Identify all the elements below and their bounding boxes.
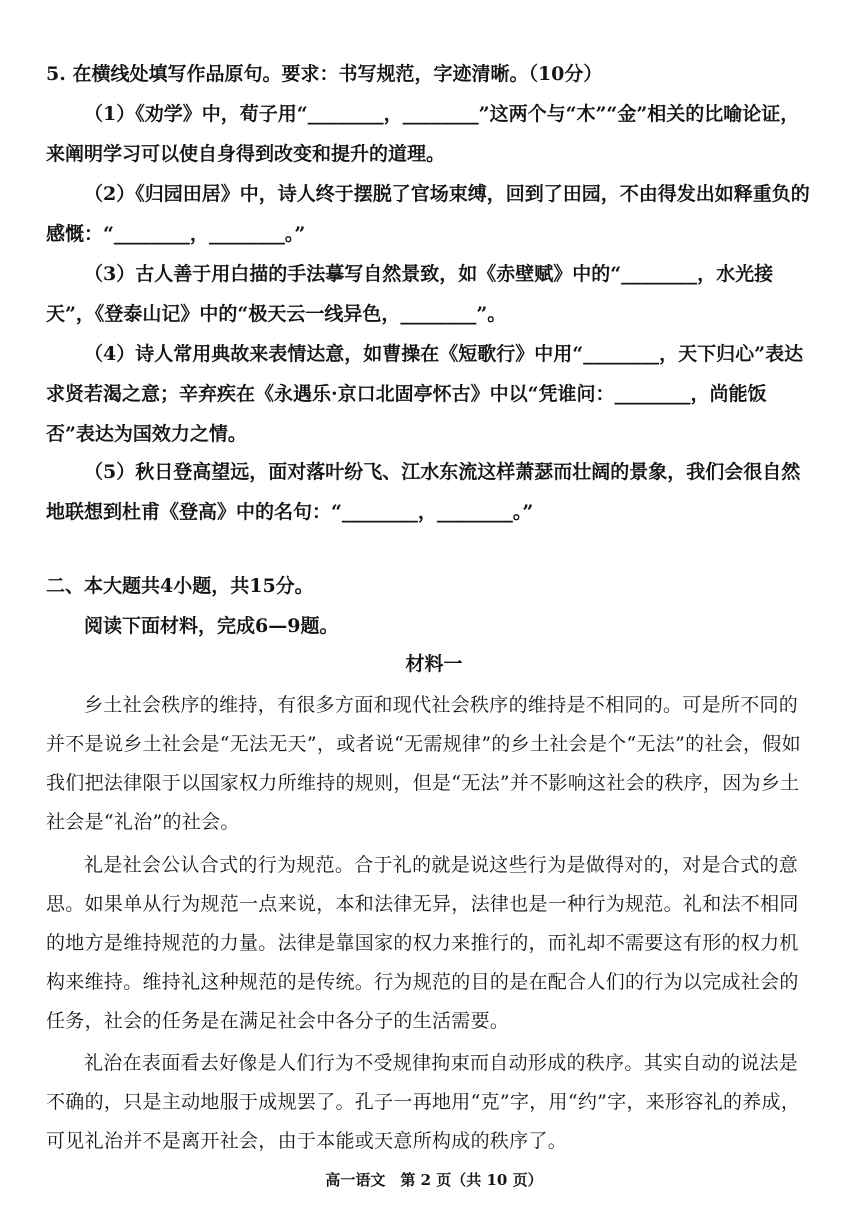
question-5-item-2: （2）《归园田居》中，诗人终于摆脱了官场束缚，回到了田园，不由得发出如释重负的感慨：“________，________。” (46, 183, 810, 245)
page-footer: 高一语文 第 2 页（共 10 页） (325, 1171, 543, 1189)
question-5-heading: 5. 在横线处填写作品原句。要求：书写规范，字迹清晰。（10分） (46, 63, 603, 85)
question-5-item-5: （5）秋日登高望远，面对落叶纷飞、江水东流这样萧瑟而壮阔的景象，我们会很自然地联想到杜甫《登高》中的名句：“________，________。” (46, 461, 801, 523)
question-5-item-3: （3）古人善于用白描的手法摹写自然景致，如《赤壁赋》中的“________，水光接天”，《登泰山记》中的“极天云一线异色，________”。 (46, 263, 774, 325)
material-1-paragraph-2: 礼是社会公认合式的行为规范。合于礼的就是说这些行为是做得对的，对是合式的意思。如果单从行为规范一点来说，本和法律无异，法律也是一种行为规范。礼和法不相同的地方是维持规范的力量。法律是靠国家的权力来推行的，而礼却不需要这有形的权力机构来维持。维持礼这种规范的是传统。行为规范的目的是在配合人们的行为以完成社会的任务，社会的任务是在满足社会中各分子的生活需要。 (46, 854, 799, 1032)
question-5-item-4: （4）诗人常用典故来表情达意，如曹操在《短歌行》中用“________，天下归心”表达求贤若渴之意；辛弃疾在《永遇乐·京口北固亭怀古》中以“凭谁问：________，尚能饭否”表达为国效力之情。 (46, 343, 804, 445)
section-2-instruction: 阅读下面材料，完成6—9题。 (84, 615, 339, 637)
material-1-paragraph-3: 礼治在表面看去好像是人们行为不受规律拘束而自动形成的秩序。其实自动的说法是不确的，只是主动地服于成规罢了。孔子一再地用“克”字，用“约”字，来形容礼的养成，可见礼治并不是离开社会，由于本能或天意所构成的秩序了。 (46, 1052, 801, 1152)
section-2-heading: 二、本大题共4小题，共15分。 (46, 575, 314, 597)
material-1-title: 材料一 (405, 653, 463, 675)
material-1-paragraph-1: 乡土社会秩序的维持，有很多方面和现代社会秩序的维持是不相同的。可是所不同的并不是说乡土社会是“无法无天”，或者说“无需规律”的乡土社会是个“无法”的社会，假如我们把法律限于以国家权力所维持的规则，但是“无法”并不影响这社会的秩序，因为乡土社会是“礼治”的社会。 (46, 694, 801, 833)
question-5-item-1: （1）《劝学》中，荀子用“________，________”这两个与“木”“金”相关的比喻论证，来阐明学习可以使自身得到改变和提升的道理。 (46, 103, 800, 165)
